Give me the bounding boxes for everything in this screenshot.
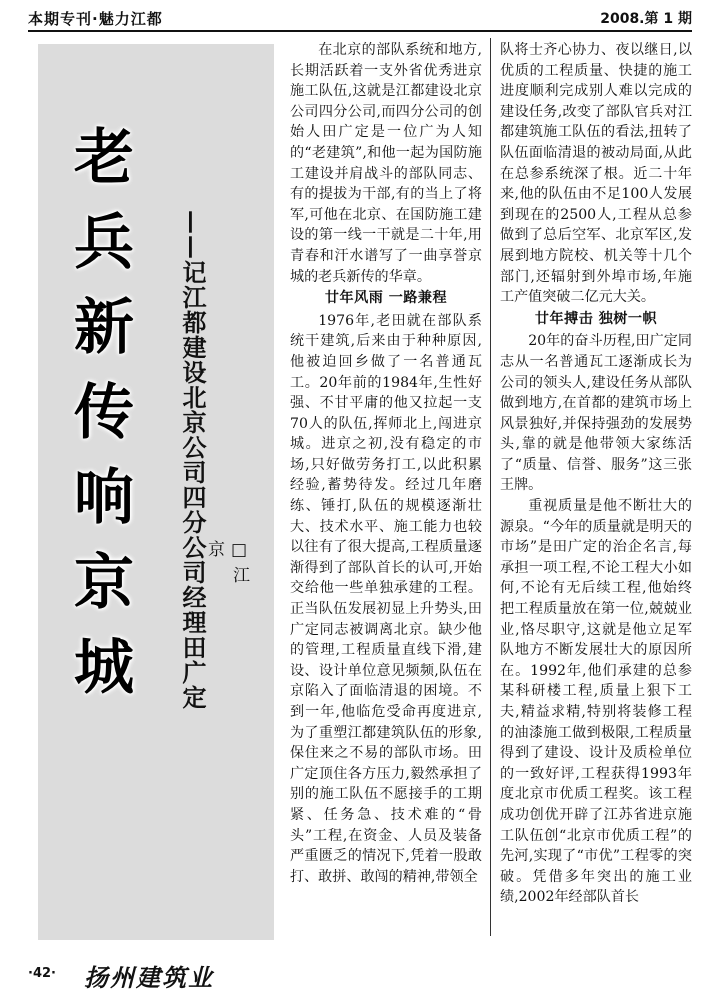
page-number: ·42· bbox=[28, 966, 56, 981]
section-title: 本期专刊·魅力江都 bbox=[28, 10, 163, 28]
title-char: 老 bbox=[74, 123, 134, 193]
paragraph: 重视质量是他不断壮大的源泉。“今年的质量就是明天的市场”是田广定的治企名言,每承担一项工程,不论工程大小如何,不论有无后续工程,他始终把工程质量放在第一位,兢兢业业,恪尽职守,这就是他立足军队地方不断发展壮大的原因所在。1992年,他们承建的总参某科研楼工程,质量上狠下工夫,精益求精,特别将装修工程的油漆施工做到极限,工程质量得到了建设、设计及质检单位的一致好评,工程获得1993年度北京市优质工程奖。该工程成功创优开辟了江苏省进京施工队伍创“北京市优质工程”的先河,实现了“市优”工程零的突破。凭借多年突出的施工业绩,2002年经部队首长 bbox=[500, 498, 692, 906]
title-char: 城 bbox=[74, 633, 134, 703]
article-title bbox=[54, 110, 154, 705]
column-divider bbox=[490, 38, 491, 936]
paragraph: 20年的奋斗历程,田广定同志从一名普通瓦工逐渐成长为公司的领头人,建设任务从部队做到地方,在首都的建筑市场上风景独好,并保持强劲的发展势头,靠的就是他带领大家练活了“质量、信誉、服务”这三张王牌。 bbox=[500, 333, 692, 494]
title-char: 京 bbox=[74, 548, 134, 618]
paragraph: 队将士齐心协力、夜以继日,以优质的工程质量、快捷的施工进度顺利完成别人难以完成的建设任务,改变了部队官兵对江都建筑施工队伍的看法,扭转了队伍面临清退的被动局面,从此在总参系统深了根。近二十年来,他的队伍由不足100人发展到现在的2500人,工程从总参做到了总后空军、北京军区,发展到地方院校、机关等十几个部门,还辐射到外埠市场,年施工产值突破二亿元大关。 bbox=[500, 42, 692, 306]
title-char: 响 bbox=[74, 463, 134, 533]
article-author: □江 京 bbox=[204, 540, 249, 589]
section-heading: 廿年风雨 一路兼程 bbox=[324, 290, 448, 307]
paragraph: 1976年,老田就在部队系统干建筑,后来由于种种原因,他被迫回乡做了一名普通瓦工。20年前的1984年,生性好强、不甘平庸的他又拉起一支70人的队伍,挥师北上,闯进京城。进京之初,没有稳定的市场,只好做劳务打工,以此积累经验,蓄势待发。经过几年磨练、锤打,队伍的规模逐渐壮大、技术水平、施工能力也较以往有了很大提高,工程质量逐渐得到了部队首长的认可,开始交给他一些单独承建的工程。正当队伍发展初显上升势头,田广定同志被调离北京。缺少他的管理,工程质量直线下滑,建设、设计单位意见频频,队伍在京陷入了面临清退的困境。不到一年,他临危受命再度进京,为了重塑江都建筑队伍的形象,保住来之不易的部队市场。田广定顶住各方压力,毅然承担了别的施工队伍不愿接手的工期紧、任务急、技术难的“骨头”工程,在资金、人员及装备严重匮乏的情况下,凭着一股敢打、敢拼、敢闯的精神,带领全 bbox=[290, 312, 482, 885]
header-rule bbox=[28, 30, 692, 32]
text-column-2 bbox=[500, 40, 692, 908]
article-subtitle: ——记江都建设北京公司四分公司经理田广定 bbox=[178, 210, 207, 710]
page-header bbox=[28, 6, 692, 32]
section-heading: 廿年搏击 独树一帜 bbox=[534, 310, 658, 327]
title-char: 新 bbox=[74, 293, 134, 363]
title-char: 兵 bbox=[74, 208, 134, 278]
text-column-1 bbox=[290, 40, 482, 887]
paragraph: 在北京的部队系统和地方,长期活跃着一支外省优秀进京施工队伍,这就是江都建设北京公司四分公司,而四分公司的创始人田广定是一位广为人知的“老建筑”,和他一起为国防施工建设并肩战斗的部队同志、有的提拔为干部,有的当上了将军,可他在北京、在国防施工建设的第一线一干就是二十年,用青春和汗水谱写了一曲享誉京城的老兵新传的华章。 bbox=[290, 42, 482, 285]
magazine-logo: 扬州建筑业 bbox=[84, 963, 214, 992]
title-char: 传 bbox=[74, 378, 134, 448]
issue-number: 2008.第 1 期 bbox=[600, 11, 692, 27]
